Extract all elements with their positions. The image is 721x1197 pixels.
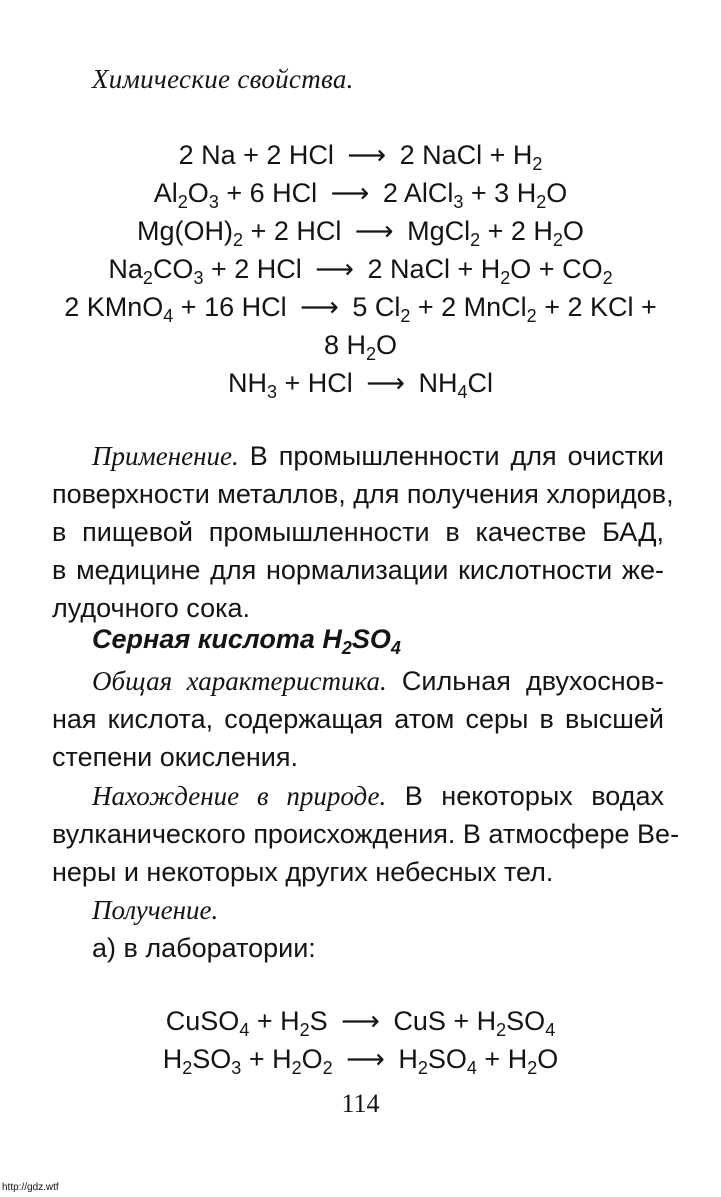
- formula-text: SO: [427, 1044, 467, 1074]
- formula-text: MgCl: [399, 216, 471, 246]
- formula-text: + 3 H: [463, 178, 537, 208]
- formula-text: + 2 HCl: [203, 254, 310, 284]
- equation-line: [0, 1040, 721, 1078]
- subscript: 2: [470, 230, 481, 250]
- formula-text: 2 NaCl + H: [392, 140, 533, 170]
- formula-text: [333, 1044, 341, 1074]
- subscript: 2: [496, 1020, 507, 1040]
- general-line: Общая характеристика. Сильная двухоснов-: [92, 666, 664, 696]
- subscript: 3: [266, 382, 277, 402]
- lab-label: а) в лаборатории:: [92, 933, 316, 963]
- subscript: 2: [536, 192, 547, 212]
- formula-text: Mg(OH): [137, 216, 234, 246]
- subscript: 2: [602, 268, 613, 288]
- formula-text: NH: [227, 368, 267, 398]
- formula-text: NH: [411, 368, 458, 398]
- reaction-arrow-icon: ⟶: [346, 1044, 385, 1074]
- equation-line: [0, 288, 721, 326]
- equation-line: [0, 212, 721, 250]
- formula-text: Al: [153, 178, 178, 208]
- reaction-arrow-icon: ⟶: [347, 140, 387, 170]
- subscript: 3: [208, 192, 219, 212]
- nature-label: Нахождение в природе.: [92, 781, 387, 811]
- formula-text: + 2 MnCl: [410, 292, 527, 322]
- subscript: 4: [545, 1020, 556, 1040]
- subscript: 2: [366, 344, 377, 364]
- formula-text: S: [309, 1006, 336, 1036]
- application-line: поверхности металлов, для получения хлоридов,: [52, 479, 674, 509]
- formula-text: 2 Na + 2 HCl: [178, 140, 342, 170]
- formula-text: O: [562, 216, 584, 246]
- formula-text: O: [187, 178, 209, 208]
- nature-line: вулканического происхождения. В атмосфере Ве-: [52, 819, 680, 849]
- nature-line: неры и некоторых других небесных тел.: [52, 857, 554, 887]
- formula-text: H: [390, 1044, 418, 1074]
- formula-text: SO: [506, 1006, 546, 1036]
- application-line: в пищевой промышленности в качестве БАД,: [52, 517, 664, 547]
- application-line: Применение. В промышленности для очистки: [92, 441, 664, 471]
- subscript: 2: [552, 230, 563, 250]
- formula-text: H: [162, 1044, 183, 1074]
- watermark-url: http://gdz.wtf: [2, 1182, 59, 1193]
- reactions-lab: [0, 1002, 721, 1078]
- page-number: 114: [341, 1089, 380, 1118]
- obtaining-line: [52, 891, 664, 929]
- formula-text: CuS + H: [385, 1006, 497, 1036]
- sulfuric-acid-title: Серная кислота $H_2SO_4$: [92, 624, 401, 658]
- formula-text: CuSO: [165, 1006, 240, 1036]
- subscript: 2: [532, 154, 543, 174]
- equation-line: [0, 1002, 721, 1040]
- subscript: 2: [233, 230, 244, 250]
- subscript: 4: [457, 382, 468, 402]
- subscript: 2: [177, 192, 188, 212]
- formula-text: + H: [241, 1044, 292, 1074]
- equation-line: [0, 326, 721, 364]
- nature-line: Нахождение в природе. В некоторых водах: [92, 781, 664, 811]
- formula-text: O: [376, 330, 398, 360]
- subscript: 2: [526, 306, 537, 326]
- reaction-arrow-icon: ⟶: [366, 368, 405, 398]
- application-label: Применение.: [92, 441, 239, 471]
- formula-text: + H: [476, 1044, 528, 1074]
- reaction-arrow-icon: ⟶: [315, 254, 354, 284]
- subscript: 4: [163, 306, 174, 326]
- reaction-arrow-icon: ⟶: [300, 292, 339, 322]
- subscript: 2: [417, 1058, 428, 1078]
- formula-text: Na: [108, 254, 143, 284]
- equation-line: [0, 250, 721, 288]
- application-paragraph: [52, 437, 674, 627]
- formula-text: O: [537, 1044, 559, 1074]
- obtaining-block: [52, 891, 664, 967]
- subscript: 4: [466, 1058, 477, 1078]
- formula-text: 8 H: [323, 330, 366, 360]
- formula-text: SO: [192, 1044, 232, 1074]
- reaction-arrow-icon: ⟶: [330, 178, 370, 208]
- formula-text: + 2 KCl +: [536, 292, 657, 322]
- subscript: 3: [193, 268, 204, 288]
- formula-text: + HCl: [277, 368, 361, 398]
- reaction-arrow-icon: ⟶: [354, 216, 394, 246]
- subscript: 3: [231, 1058, 242, 1078]
- subscript: 4: [239, 1020, 250, 1040]
- subscript: 2: [299, 1020, 310, 1040]
- formula-text: + 2 HCl: [243, 216, 349, 246]
- formula-text: 2 KMnO: [64, 292, 164, 322]
- general-line: ная кислота, содержащая атом серы в высшей: [52, 704, 664, 734]
- general-label: Общая характеристика.: [92, 666, 387, 696]
- formula-text: + 2 H: [480, 216, 553, 246]
- obtaining-label: Получение.: [92, 895, 219, 925]
- reactions-hcl: [0, 136, 721, 402]
- formula-text: Cl: [467, 368, 494, 398]
- formula-text: CO: [152, 254, 194, 284]
- formula-text: + 6 HCl: [218, 178, 325, 208]
- reaction-arrow-icon: ⟶: [341, 1006, 380, 1036]
- application-line: лудочного сока.: [52, 593, 251, 623]
- subscript: 2: [400, 306, 411, 326]
- lab-line: [52, 929, 664, 967]
- equation-line: [0, 364, 721, 402]
- chemical-properties-heading: Химические свойства.: [92, 64, 354, 94]
- general-line: степени окисления.: [52, 742, 299, 772]
- subscript: 2: [142, 268, 153, 288]
- nature-paragraph: [52, 777, 680, 891]
- subscript: 2: [291, 1058, 302, 1078]
- subscript: 2: [322, 1058, 333, 1078]
- subscript: 3: [453, 192, 464, 212]
- formula-text: 2 NaCl + H: [359, 254, 501, 284]
- subscript: 2: [500, 268, 511, 288]
- formula-text: + 16 HCl: [173, 292, 295, 322]
- general-characteristic-paragraph: [52, 662, 664, 776]
- formula-text: O: [546, 178, 568, 208]
- formula-text: + H: [249, 1006, 300, 1036]
- formula-text: O + CO: [510, 254, 603, 284]
- formula-text: 5 Cl: [344, 292, 401, 322]
- equation-line: [0, 136, 721, 174]
- subscript: 2: [527, 1058, 538, 1078]
- application-line: в медицине для нормализации кислотности же-: [52, 555, 664, 585]
- formula-text: 2 AlCl: [375, 178, 454, 208]
- subscript: 2: [182, 1058, 193, 1078]
- equation-line: [0, 174, 721, 212]
- formula-text: O: [301, 1044, 323, 1074]
